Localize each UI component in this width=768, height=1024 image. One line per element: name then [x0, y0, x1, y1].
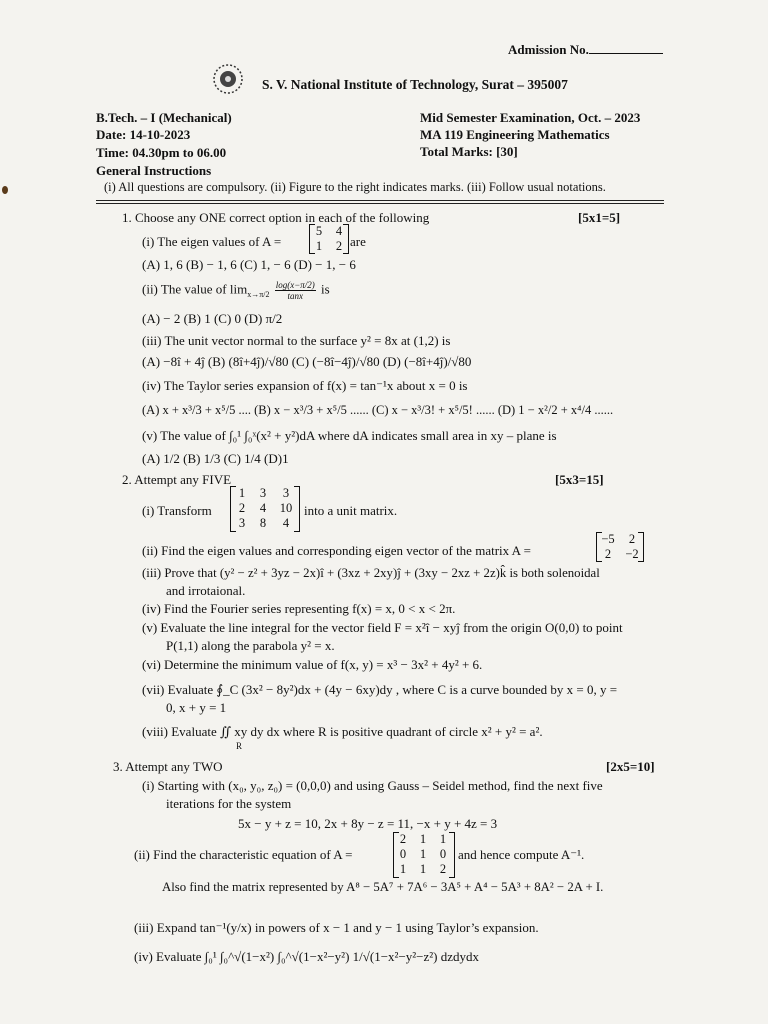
institute-name: S. V. National Institute of Technology, Surat – 395007: [262, 77, 568, 92]
general-instructions-title: General Instructions: [96, 163, 212, 178]
q2-i-tail: into a unit matrix.: [304, 503, 398, 518]
q2-i-text: (i) Transform: [142, 503, 212, 518]
q1-v: (v) The value of ∫₀¹ ∫₀ˣ(x² + y²)dA where dA indicates small area in xy – plane is: [142, 428, 557, 443]
q3-marks: [2x5=10]: [606, 759, 655, 774]
q1-marks: [5x1=5]: [578, 210, 621, 225]
q2-ii-text: (ii) Find the eigen values and corresponding eigen vector of the matrix A =: [142, 543, 531, 558]
ink-spot: [2, 186, 8, 194]
matrix-cell: 1: [439, 832, 447, 846]
total-marks: Total Marks: [30]: [420, 144, 518, 159]
matrix-cell: 2: [628, 532, 636, 546]
subject-name: MA 119 Engineering Mathematics: [420, 127, 610, 142]
q1-v-options: (A) 1/2 (B) 1/3 (C) 1/4 (D)1: [142, 451, 289, 466]
q3-i-equations: 5x − y + z = 10, 2x + 8y − z = 11, −x + y + 4z = 3: [238, 816, 498, 831]
q2-iv: (iv) Find the Fourier series representing f(x) = x, 0 < x < 2π.: [142, 601, 456, 616]
q3-ii-text: (ii) Find the characteristic equation of A =: [134, 847, 353, 862]
q1-i-text: (i) The eigen values of A =: [142, 234, 282, 249]
q1-i: [142, 234, 281, 250]
matrix-cell: 1: [419, 862, 427, 876]
exam-name: Mid Semester Examination, Oct. – 2023: [420, 110, 641, 125]
q1-ii-tail: is: [317, 281, 330, 297]
matrix-cell: 0: [399, 847, 407, 861]
q2-i-matrix: [230, 486, 300, 532]
q3-iv: (iv) Evaluate ∫₀¹ ∫₀^√(1−x²) ∫₀^√(1−x²−y²) 1/√(1−x²−y²−z²) dzdydx: [134, 949, 480, 964]
q2-vii: (vii) Evaluate ∮_C (3x² − 8y²)dx + (4y − 6xy)dy , where C is a curve bounded by x = 0, y =: [142, 682, 618, 697]
q1-ii-text: (ii) The value of lim: [142, 281, 248, 297]
q1-ii-fraction: [275, 280, 316, 301]
general-instructions: (i) All questions are compulsory. (ii) Figure to the right indicates marks. (iii) Follow usual notations.: [104, 180, 606, 194]
matrix-cell: 2: [335, 239, 343, 253]
matrix-cell: 4: [282, 516, 290, 530]
admission-label: Admission No.: [508, 42, 663, 58]
exam-date: Date: 14-10-2023: [96, 127, 191, 142]
q2-vii-cont: 0, x + y = 1: [166, 700, 227, 715]
matrix-cell: 2: [399, 832, 407, 846]
q1-i-matrix: [309, 224, 349, 254]
q1-ii: [142, 280, 330, 301]
q2-viii: (viii) Evaluate ∬ xy dy dx where R is positive quadrant of circle x² + y² = a².: [142, 724, 543, 739]
q3-i-cont: iterations for the system: [166, 796, 292, 811]
divider-top-2: [96, 203, 664, 204]
q2-v: (v) Evaluate the line integral for the vector field F = x²î − xyĵ from the origin O(0,0) to point: [142, 620, 623, 635]
q2-viii-region: R: [236, 741, 243, 751]
matrix-cell: 2: [238, 501, 246, 515]
exam-time: Time: 04.30pm to 06.00: [96, 145, 227, 160]
q2-v-cont: P(1,1) along the parabola y² = x.: [166, 638, 335, 653]
matrix-cell: 1: [399, 862, 407, 876]
matrix-cell: 1: [238, 486, 246, 500]
matrix-cell: −5: [601, 532, 615, 546]
frac-num: log(x−π/2): [275, 280, 315, 290]
matrix-cell: −2: [625, 547, 639, 561]
matrix-cell: 1: [419, 832, 427, 846]
matrix-cell: 2: [604, 547, 612, 561]
matrix-cell: 4: [259, 501, 267, 515]
q2-iii: (iii) Prove that (y² − z² + 3yz − 2x)î + (3xz + 2xy)ĵ + (3xy − 2xz + 2z)k̂ is both solenoidal: [142, 566, 600, 580]
q3-ii-cont: Also find the matrix represented by A⁸ − 5A⁷ + 7A⁶ − 3A⁵ + A⁴ − 5A³ + 8A² − 2A + I.: [162, 880, 604, 894]
frac-den: tanx: [287, 291, 303, 301]
matrix-cell: 8: [259, 516, 267, 530]
q1-title: 1. Choose any ONE correct option in each of the following: [122, 210, 430, 225]
matrix-cell: 5: [315, 224, 323, 238]
matrix-cell: 3: [282, 486, 290, 500]
q1-i-options: (A) 1, 6 (B) − 1, 6 (C) 1, − 6 (D) − 1, − 6: [142, 257, 356, 272]
q1-i-tail: are: [350, 234, 366, 249]
q3-iii: (iii) Expand tan⁻¹(y/x) in powers of x − 1 and y − 1 using Taylor’s expansion.: [134, 920, 539, 935]
q2-title: 2. Attempt any FIVE: [122, 472, 232, 487]
q3-i: (i) Starting with (x₀, y₀, z₀) = (0,0,0) and using Gauss – Seidel method, find the next five: [142, 778, 603, 793]
q3-ii-tail: and hence compute A⁻¹.: [458, 847, 585, 862]
matrix-cell: 1: [315, 239, 323, 253]
admission-blank: [589, 53, 663, 54]
q1-ii-options: (A) − 2 (B) 1 (C) 0 (D) π/2: [142, 311, 283, 326]
q1-iv-options: (A) x + x³/3 + x⁵/5 .... (B) x − x³/3 + x⁵/5 ...... (C) x − x³/3! + x⁵/5! ...... (D) 1 − x²/2 + x⁴/4 ......: [142, 403, 614, 417]
q1-iv: (iv) The Taylor series expansion of f(x) = tan⁻¹x about x = 0 is: [142, 378, 468, 393]
q2-marks: [5x3=15]: [555, 472, 604, 487]
q1-ii-sub: x→π/2: [247, 290, 270, 300]
matrix-cell: 10: [279, 501, 293, 515]
matrix-cell: 4: [335, 224, 343, 238]
q2-iii-cont: and irrotaional.: [166, 583, 246, 598]
q1-iii-options: (A) −8î + 4ĵ (B) (8î+4ĵ)/√80 (C) (−8î−4ĵ)/√80 (D) (−8î+4ĵ)/√80: [142, 354, 472, 369]
q1-iii: (iii) The unit vector normal to the surface y² = 8x at (1,2) is: [142, 333, 451, 348]
matrix-cell: 3: [238, 516, 246, 530]
matrix-cell: 3: [259, 486, 267, 500]
course: B.Tech. – I (Mechanical): [96, 110, 232, 125]
q3-title: 3. Attempt any TWO: [113, 759, 223, 774]
matrix-cell: 0: [439, 847, 447, 861]
divider-top: [96, 200, 664, 201]
q2-ii-matrix: [596, 532, 644, 562]
q3-ii-matrix: [393, 832, 455, 878]
matrix-cell: 1: [419, 847, 427, 861]
q2-vi: (vi) Determine the minimum value of f(x, y) = x³ − 3x² + 4y² + 6.: [142, 657, 483, 672]
institute-logo: [210, 62, 246, 96]
matrix-cell: 2: [439, 862, 447, 876]
